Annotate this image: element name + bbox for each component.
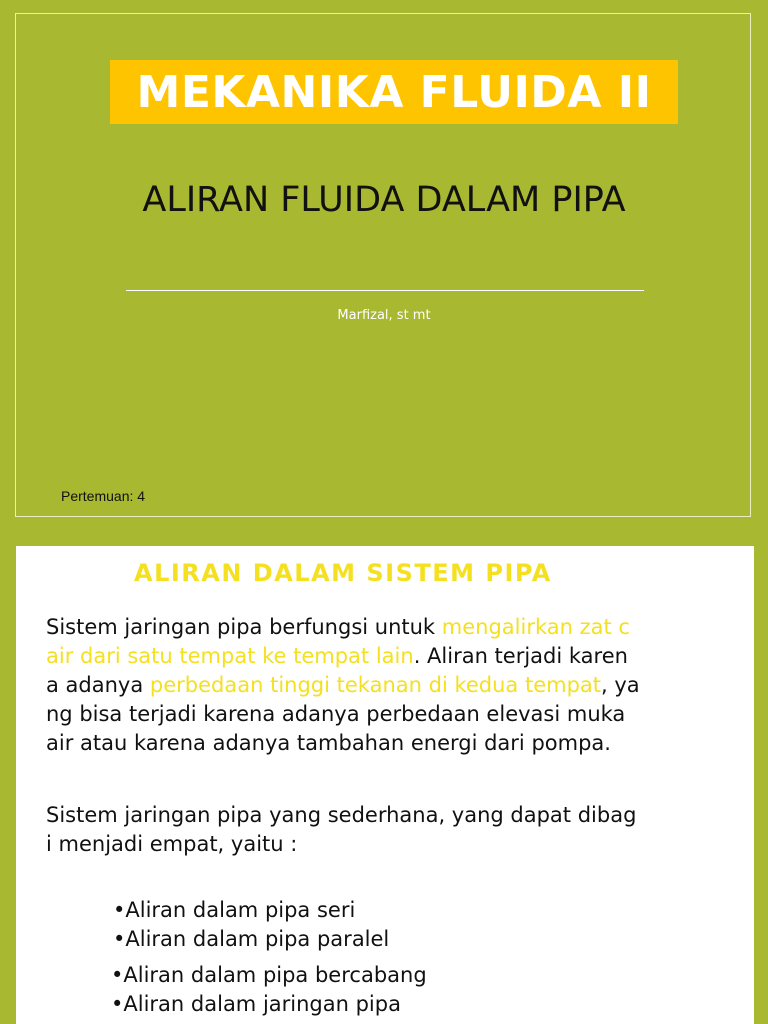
bullet-item-paralel: •Aliran dalam pipa paralel <box>113 927 390 951</box>
text-run: Sistem jaringan pipa berfungsi untuk <box>46 615 442 639</box>
paragraph-line: air atau karena adanya tambahan energi dari pompa. <box>46 731 611 755</box>
paragraph-line: i menjadi empat, yaitu : <box>46 832 298 856</box>
content-slide <box>16 546 754 1024</box>
paragraph-types <box>46 801 736 859</box>
text-run: a adanya <box>46 673 150 697</box>
highlighted-text: mengalirkan zat c <box>441 615 630 639</box>
slide-subtitle: ALIRAN FLUIDA DALAM PIPA <box>142 180 626 220</box>
paragraph-line <box>46 642 736 671</box>
meeting-number: Pertemuan: 4 <box>61 488 146 504</box>
paragraph-line <box>46 613 736 642</box>
bullet-item-seri: •Aliran dalam pipa seri <box>113 898 356 922</box>
slide-title: MEKANIKA FLUIDA II <box>136 66 652 118</box>
bullet-item-jaringan: •Aliran dalam jaringan pipa <box>111 992 401 1016</box>
bullet-item-bercabang: •Aliran dalam pipa bercabang <box>111 963 427 987</box>
paragraph-intro <box>46 613 736 758</box>
content-heading: ALIRAN DALAM SISTEM PIPA <box>134 559 552 587</box>
title-slide <box>15 13 751 517</box>
author-name: Marfizal, st mt <box>337 308 431 323</box>
highlighted-text: perbedaan tinggi tekanan di kedua tempat <box>149 673 602 697</box>
paragraph-line: ng bisa terjadi karena adanya perbedaan elevasi muka <box>46 702 626 726</box>
text-run: . Aliran terjadi karen <box>413 644 628 668</box>
divider-line <box>126 290 644 291</box>
paragraph-line: Sistem jaringan pipa yang sederhana, yang dapat dibag <box>46 803 637 827</box>
highlighted-text: air dari satu tempat ke tempat lain <box>46 644 414 668</box>
text-run: , ya <box>601 673 640 697</box>
paragraph-line <box>46 671 736 700</box>
title-banner <box>110 60 678 124</box>
